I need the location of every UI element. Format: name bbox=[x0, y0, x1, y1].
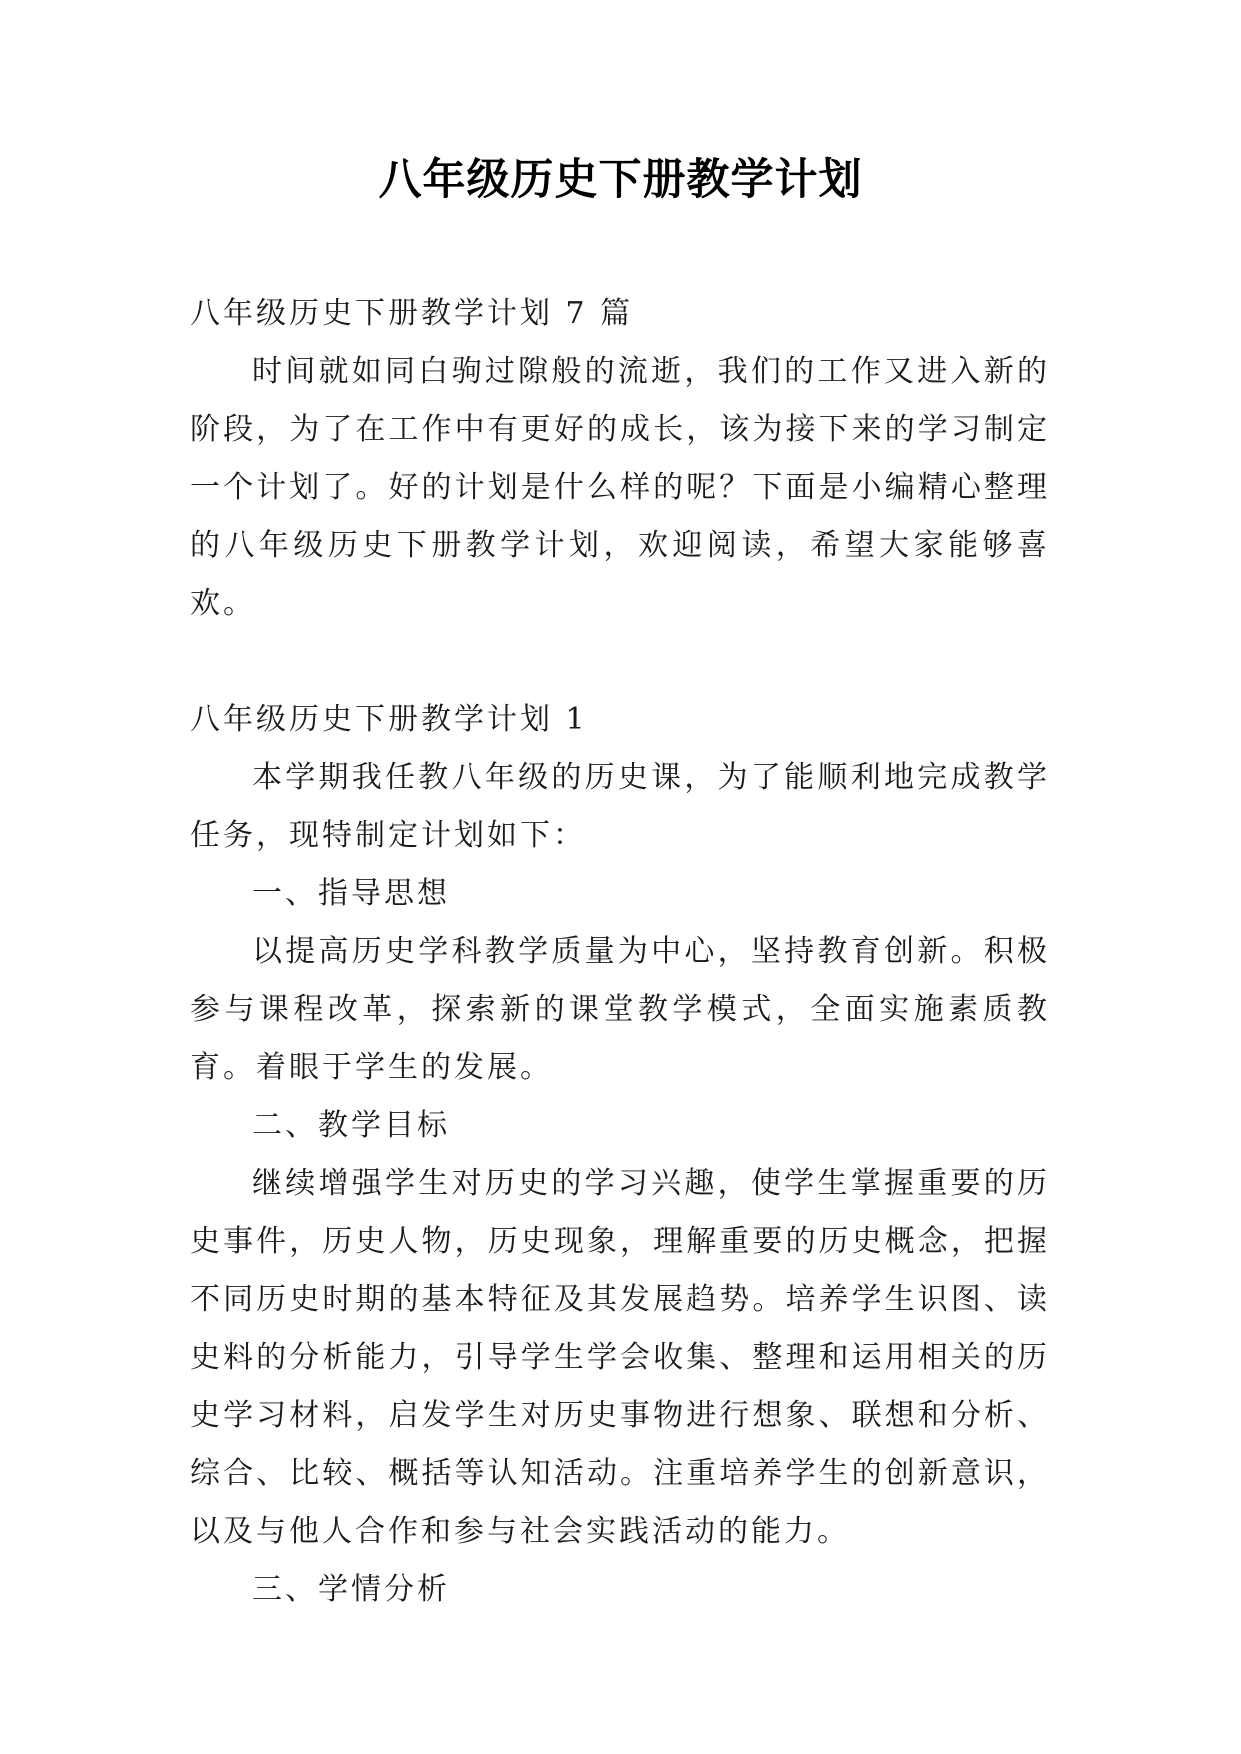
document-subtitle: 八年级历史下册教学计划 7 篇 bbox=[190, 296, 634, 331]
intro-paragraph: 时间就如同白驹过隙般的流逝，我们的工作又进入新的阶段，为了在工作中有更好的成长，该为接下来的学习制定一个计划了。好的计划是什么样的呢？下面是小编精心整理的八年级历史下册教学计划，欢迎阅读，希望大家能够喜欢。 bbox=[190, 354, 1050, 621]
item-text-guiding-ideology: 以提高历史学科教学质量为中心，坚持教育创新。积极参与课程改革，探索新的课堂教学模式，全面实施素质教育。着眼于学生的发展。 bbox=[190, 934, 1050, 1085]
item-text-teaching-goals: 继续增强学生对历史的学习兴趣，使学生掌握重要的历史事件，历史人物，历史现象，理解重要的历史概念，把握不同历史时期的基本特征及其发展趋势。培养学生识图、读史料的分析能力，引导学生学会收集、整理和运用相关的历史学习材料，启发学生对历史事物进行想象、联想和分析、综合、比较、概括等认知活动。注重培养学生的创新意识，以及与他人合作和参与社会实践活动的能力。 bbox=[190, 1166, 1050, 1549]
section-opening-paragraph: 本学期我任教八年级的历史课，为了能顺利地完成教学任务，现特制定计划如下： bbox=[190, 760, 1050, 853]
document-body bbox=[190, 285, 1050, 1619]
document-title: 八年级历史下册教学计划 bbox=[378, 155, 863, 205]
section-heading: 八年级历史下册教学计划 1 bbox=[190, 702, 588, 737]
item-heading-student-analysis: 三、学情分析 bbox=[252, 1572, 450, 1607]
item-heading-teaching-goals: 二、教学目标 bbox=[252, 1108, 450, 1143]
paragraph-spacer bbox=[190, 633, 1050, 691]
item-heading-guiding-ideology: 一、指导思想 bbox=[252, 876, 450, 911]
